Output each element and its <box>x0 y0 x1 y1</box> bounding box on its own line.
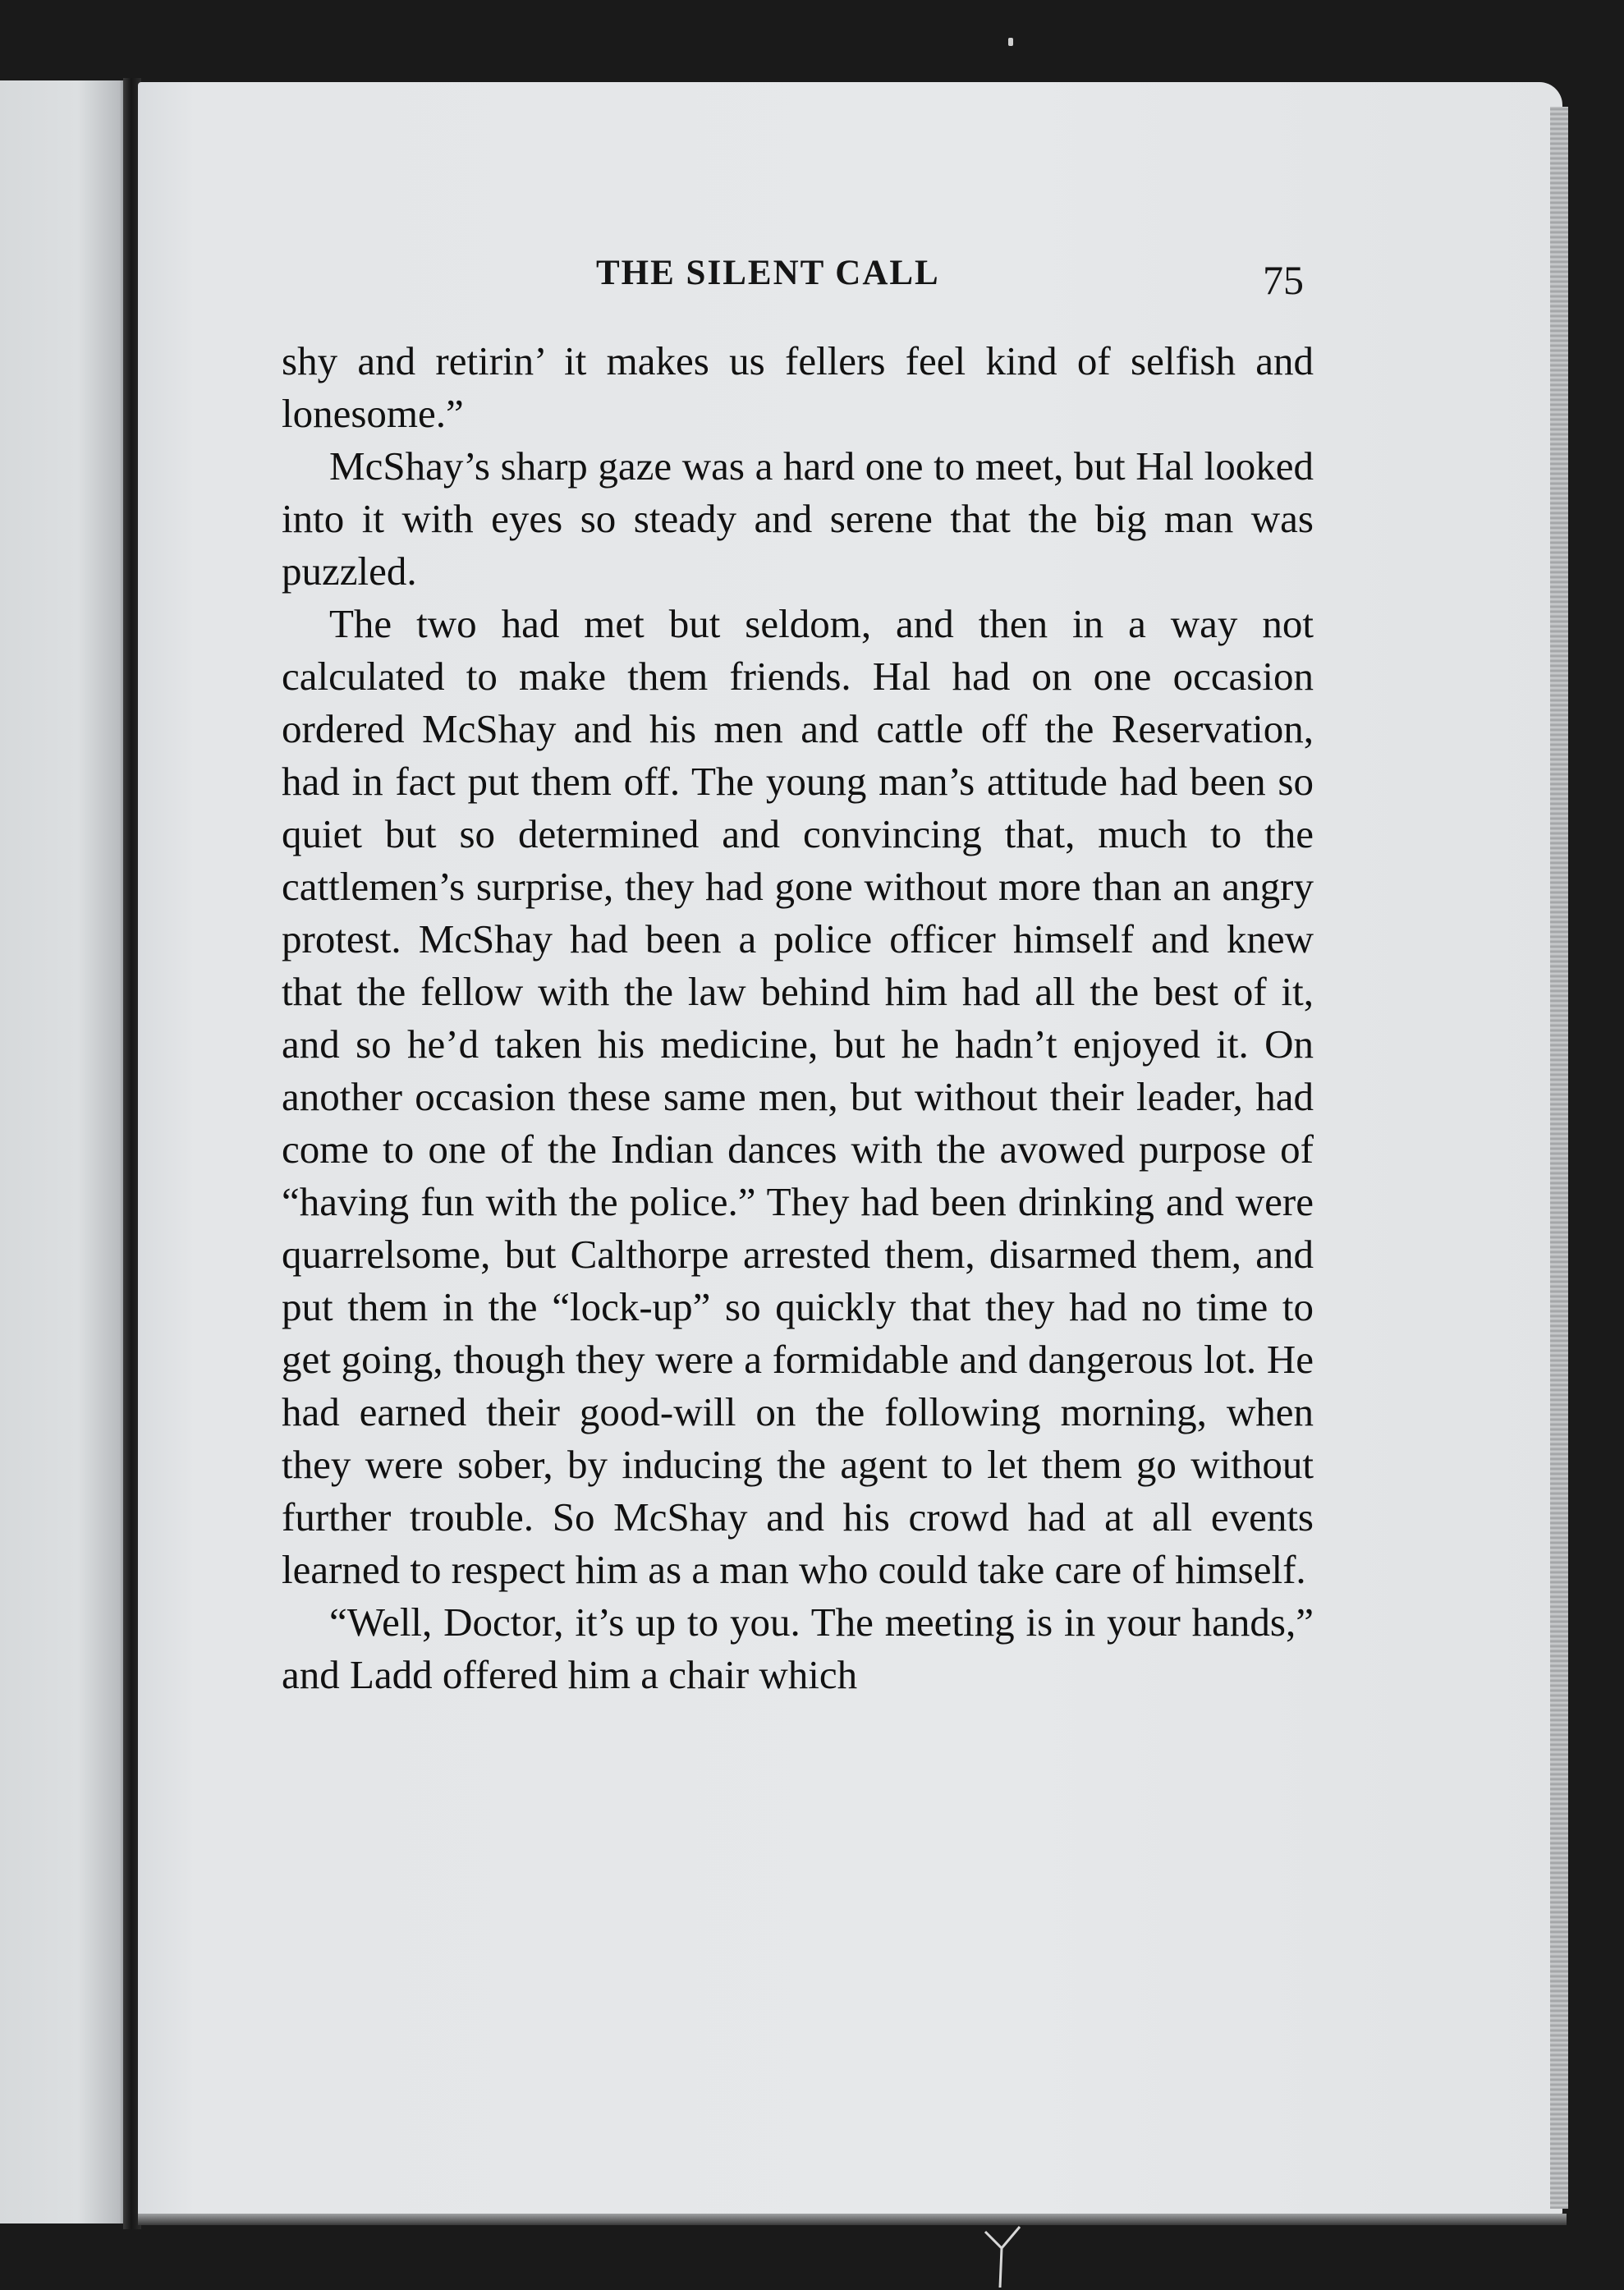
page-bottom-edge <box>138 2214 1567 2225</box>
page-number: 75 <box>1263 257 1304 303</box>
paragraph: shy and retirin’ it makes us fellers feel kind of selfish and lonesome.” <box>282 338 1314 436</box>
scan-speck <box>1008 38 1013 46</box>
scan-mark-icon <box>977 2223 1026 2290</box>
paragraph: McShay’s sharp gaze was a hard one to meet, but Hal looked into it with eyes so steady and serene that the big man was puzzled. <box>282 443 1314 594</box>
running-head <box>279 246 1314 304</box>
facing-page-edge <box>0 80 130 2223</box>
paragraph: “Well, Doctor, it’s up to you. The meeting is in your hands,” and Ladd offered him a chair which <box>282 1599 1314 1697</box>
page-fore-edge <box>1550 107 1568 2209</box>
running-head-title: THE SILENT CALL <box>596 254 940 292</box>
body-text <box>282 335 1314 1701</box>
paragraph: The two had met but seldom, and then in a way not calculated to make them friends. Hal had on one occasion ordered McShay and his men and cattle off the Reservation, had in fact put them off. The young man’s attitude had been so quiet but so determined and convincing that, much to the cattlemen’s surprise, they had gone without more than an angry protest. McShay had been a police officer himself and knew that the fellow with the law behind him had all the best of it, and so he’d taken his medicine, but he hadn’t enjoyed it. On another occasion these same men, but without their leader, had come to one of the Indian dances with the avowed purpose of “having fun with the police.” They had been drinking and were quarrelsome, but Calthorpe arrested them, disarmed them, and put them in the “lock-up” so quickly that they had no time to get going, though they were a formidable and dangerous lot. He had earned their good-will on the following morning, when they were sober, by inducing the agent to let them go without further trouble. So McShay and his crowd had at all events learned to respect him as a man who could take care of himself. <box>282 601 1314 1592</box>
